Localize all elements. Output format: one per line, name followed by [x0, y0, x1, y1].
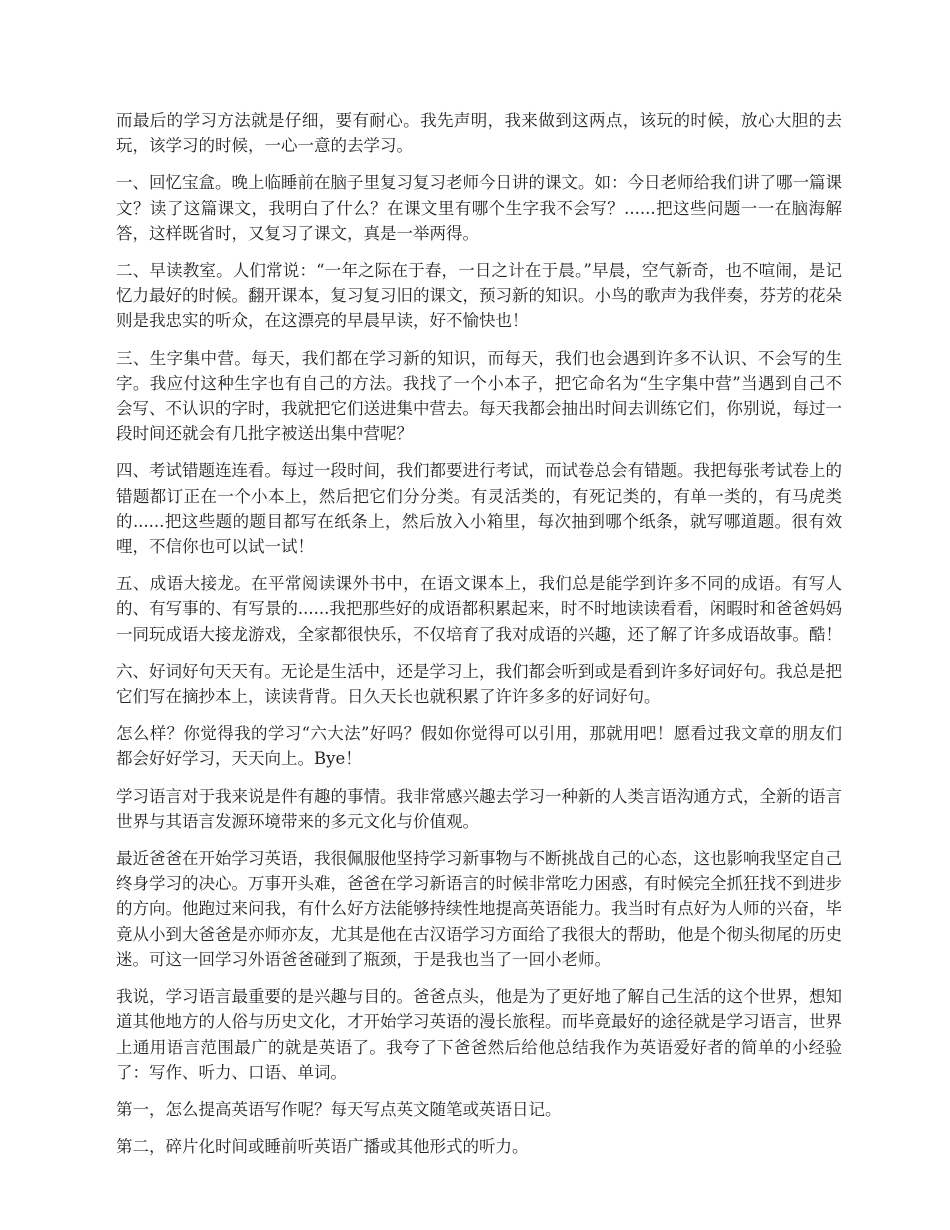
paragraph-method-2: 二、早读教室。人们常说：“一年之际在于春，一日之计在于晨。”早晨，空气新奇，也不喧闹，是记忆力最好的时候。翻开课本，复习复习旧的课文，预习新的知识。小鸟的歌声为我伴奏，芬芳的花朵则是我忠实的听众，在这漂亮的早晨早读，好不愉快也！: [116, 261, 842, 331]
paragraph-method-4: 四、考试错题连连看。每过一段时间，我们都要进行考试，而试卷总会有错题。我把每张考试卷上的错题都订正在一个小本上，然后把它们分分类。有灵活类的，有死记类的，有单一类的，有马虎类的......把这些题的题目都写在纸条上，然后放入小箱里，每次抽到哪个纸条，就写哪道题。很有效哩，不信你也可以试一试！: [116, 461, 842, 557]
paragraph-intro: 而最后的学习方法就是仔细，要有耐心。我先声明，我来做到这两点，该玩的时候，放心大胆的去玩，该学习的时候，一心一意的去学习。: [116, 111, 842, 156]
paragraph-method-6: 六、好词好句天天有。无论是生活中，还是学习上，我们都会听到或是看到许多好词好句。我总是把它们写在摘抄本上，读读背背。日久天长也就积累了许许多多的好词好句。: [116, 661, 842, 707]
paragraph-conclusion: 怎么样？你觉得我的学习“六大法”好吗？假如你觉得可以引用，那就用吧！愿看过我文章的朋友们都会好好学习，天天向上。Bye！: [116, 724, 842, 769]
paragraph-method-5: 五、成语大接龙。在平常阅读课外书中，在语文课本上，我们总是能学到许多不同的成语。有写人的、有写事的、有写景的......我把那些好的成语都积累起来，时不时地读读看看，闲暇时和爸爸妈妈一同玩成语大接龙游戏，全家都很快乐，不仅培育了我对成语的兴趣，还了解了许多成语故事。酷！: [116, 574, 842, 644]
paragraph-tip-writing: 第一，怎么提高英语写作呢？每天写点英文随笔或英语日记。: [116, 1099, 562, 1119]
paragraph-method-3: 三、生字集中营。每天，我们都在学习新的知识，而每天，我们也会遇到许多不认识、不会写的生字。我应付这种生字也有自己的方法。我找了一个小本子，把它命名为“生字集中营”当遇到自己不会写、不认识的字时，我就把它们送进集中营去。每天我都会抽出时间去训练它们，你别说，每过一段时间还就会有几批字被送出集中营呢？: [116, 348, 842, 444]
paragraph-interest-purpose: 我说，学习语言最重要的是兴趣与目的。爸爸点头，他是为了更好地了解自己生活的这个世界，想知道其他地方的人俗与历史文化，才开始学习英语的漫长旅程。而毕竟最好的途径就是学习语言，世界上通用语言范围最广的就是英语了。我夸了下爸爸然后给他总结我作为英语爱好者的简单的小经验了：写作、听力、口语、单词。: [116, 987, 842, 1082]
paragraph-father-learning: 最近爸爸在开始学习英语，我很佩服他坚持学习新事物与不断挑战自己的心态，这也影响我坚定自己终身学习的决心。万事开头难，爸爸在学习新语言的时候非常吃力困惑，有时候完全抓狂找不到进步的方向。他跑过来问我，有什么好方法能够持续性地提高英语能力。我当时有点好为人师的兴奋，毕竟从小到大爸爸是亦师亦友，尤其是他在古汉语学习方面给了我很大的帮助，他是个彻头彻尾的历史迷。可这一回学习外语爸爸碰到了瓶颈，于是我也当了一回小老师。: [116, 849, 842, 969]
paragraph-method-1: 一、回忆宝盒。晚上临睡前在脑子里复习复习老师今日讲的课文。如：今日老师给我们讲了哪一篇课文？读了这篇课文，我明白了什么？在课文里有哪个生字我不会写？......把这些问题一一在脑海解答，这样既省时，又复习了课文，真是一举两得。: [116, 173, 842, 243]
document-body: [116, 108, 842, 1171]
paragraph-tip-listening: 第二，碎片化时间或睡前听英语广播或其他形式的听力。: [116, 1137, 529, 1157]
paragraph-language-interest: 学习语言对于我来说是件有趣的事情。我非常感兴趣去学习一种新的人类言语沟通方式，全新的语言世界与其语言发源环境带来的多元文化与价值观。: [116, 786, 842, 831]
